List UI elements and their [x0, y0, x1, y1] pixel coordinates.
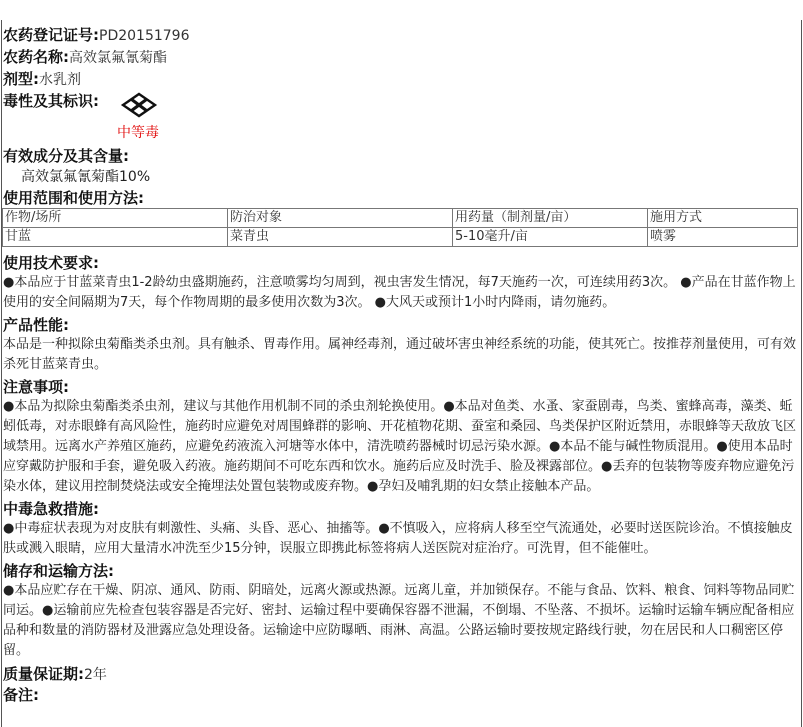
- storage-label: 储存和运输方法:: [3, 562, 114, 580]
- registration-label: 农药登记证号:: [3, 26, 99, 44]
- shelf-life-value: 2年: [84, 667, 107, 683]
- table-header-cell: 施用方式: [648, 209, 798, 228]
- formulation-label: 剂型:: [3, 70, 39, 88]
- shelf-life-label: 质量保证期:: [3, 665, 84, 683]
- table-header-cell: 作物/场所: [3, 209, 228, 228]
- pesticide-label-document: [3, 24, 797, 705]
- name-value: 高效氯氟氰菊酯: [69, 50, 167, 66]
- remarks-label: 备注:: [3, 686, 39, 704]
- table-row: [3, 228, 798, 247]
- formulation-value: 水乳剂: [39, 72, 81, 88]
- storage-text: ●本品应贮存在干燥、阴凉、通风、防雨、阴暗处，远离火源或热源。远离儿童，并加锁保存。不能与食品、饮料、粮食、饲料等物品同贮同运。●运输前应先检查包装容器是否完好、密封、运输过程中要确保容器不泄漏，不倒塌、不坠落、不损坏。运输时运输车辆应配备相应品种和数量的消防器材及泄露应急处理设备。运输途中应防曝晒、雨淋、高温。公路运输时要按规定路线行驶，勿在居民和人口稠密区停留。: [3, 583, 795, 658]
- name-row: [3, 46, 797, 68]
- table-cell: 菜青虫: [228, 228, 453, 247]
- precautions-label: 注意事项:: [3, 378, 69, 396]
- usage-table: [2, 208, 798, 247]
- table-header-cell: 防治对象: [228, 209, 453, 228]
- usage-label: 使用范围和使用方法:: [3, 189, 144, 207]
- registration-row: [3, 24, 797, 46]
- name-label: 农药名称:: [3, 48, 69, 66]
- precautions-text: ●本品为拟除虫菊酯类杀虫剂，建议与其他作用机制不同的杀虫剂轮换使用。●本品对鱼类、水蚤、家蚕剧毒，鸟类、蜜蜂高毒，藻类、蚯蚓低毒，对赤眼蜂有高风险性，施药时应避免对周围蜂群的影响、开花植物花期、蚕室和桑园、鸟类保护区附近禁用，赤眼蜂等天敌放飞区域禁用。远离水产养殖区施药，应避免药液流入河塘等水体中，清洗喷药器械时切忌污染水源。●本品不能与碱性物质混用。●使用本品时应穿戴防护服和手套，避免吸入药液。施药期间不可吃东西和饮水。施药后应及时洗手、脸及裸露部位。●丢弃的包装物等废弃物应避免污染水体，建议用控制焚烧法或安全掩埋法处置包装物或废弃物。●孕妇及哺乳期的妇女禁止接触本产品。: [3, 399, 797, 494]
- first-aid-text: ●中毒症状表现为对皮肤有刺激性、头痛、头昏、恶心、抽搐等。●不慎吸入，应将病人移至空气流通处，必要时送医院诊治。不慎接触皮肤或溅入眼睛，应用大量清水冲洗至少15分钟，误服立即携此标签将病人送医院对症治疗。可洗胃，但不能催吐。: [3, 521, 793, 556]
- performance-label: 产品性能:: [3, 316, 69, 334]
- toxicity-value: 中等毒: [117, 125, 159, 141]
- registration-value: PD20151796: [99, 28, 190, 44]
- formulation-row: [3, 68, 797, 90]
- technique-label: 使用技术要求:: [3, 254, 99, 272]
- ingredient-value: 高效氯氟氰菊酯10%: [21, 169, 151, 185]
- shelf-life-row: [3, 663, 797, 685]
- table-header-cell: 用药量（制剂量/亩）: [453, 209, 648, 228]
- toxicity-label: 毒性及其标识:: [3, 92, 99, 110]
- first-aid-label: 中毒急救措施:: [3, 500, 99, 518]
- table-header-row: [3, 209, 798, 228]
- table-cell: 喷雾: [648, 228, 798, 247]
- ingredient-label: 有效成分及其含量:: [3, 147, 129, 165]
- toxicity-row: [3, 90, 797, 144]
- technique-text: ●本品应于甘蓝菜青虫1-2龄幼虫盛期施药，注意喷雾均匀周到，视虫害发生情况，每7天施药一次，可连续用药3次。 ●产品在甘蓝作物上使用的安全间隔期为7天，每个作物周期的最多使用次数为3次。 ●大风天或预计1小时内降雨，请勿施药。: [3, 275, 796, 310]
- toxicity-diamond-icon: [117, 92, 161, 118]
- table-cell: 5-10毫升/亩: [453, 228, 648, 247]
- performance-text: 本品是一种拟除虫菊酯类杀虫剂。具有触杀、胃毒作用。属神经毒剂，通过破坏害虫神经系统的功能，使其死亡。按推荐剂量使用，可有效杀死甘蓝菜青虫。: [3, 337, 797, 372]
- table-cell: 甘蓝: [3, 228, 228, 247]
